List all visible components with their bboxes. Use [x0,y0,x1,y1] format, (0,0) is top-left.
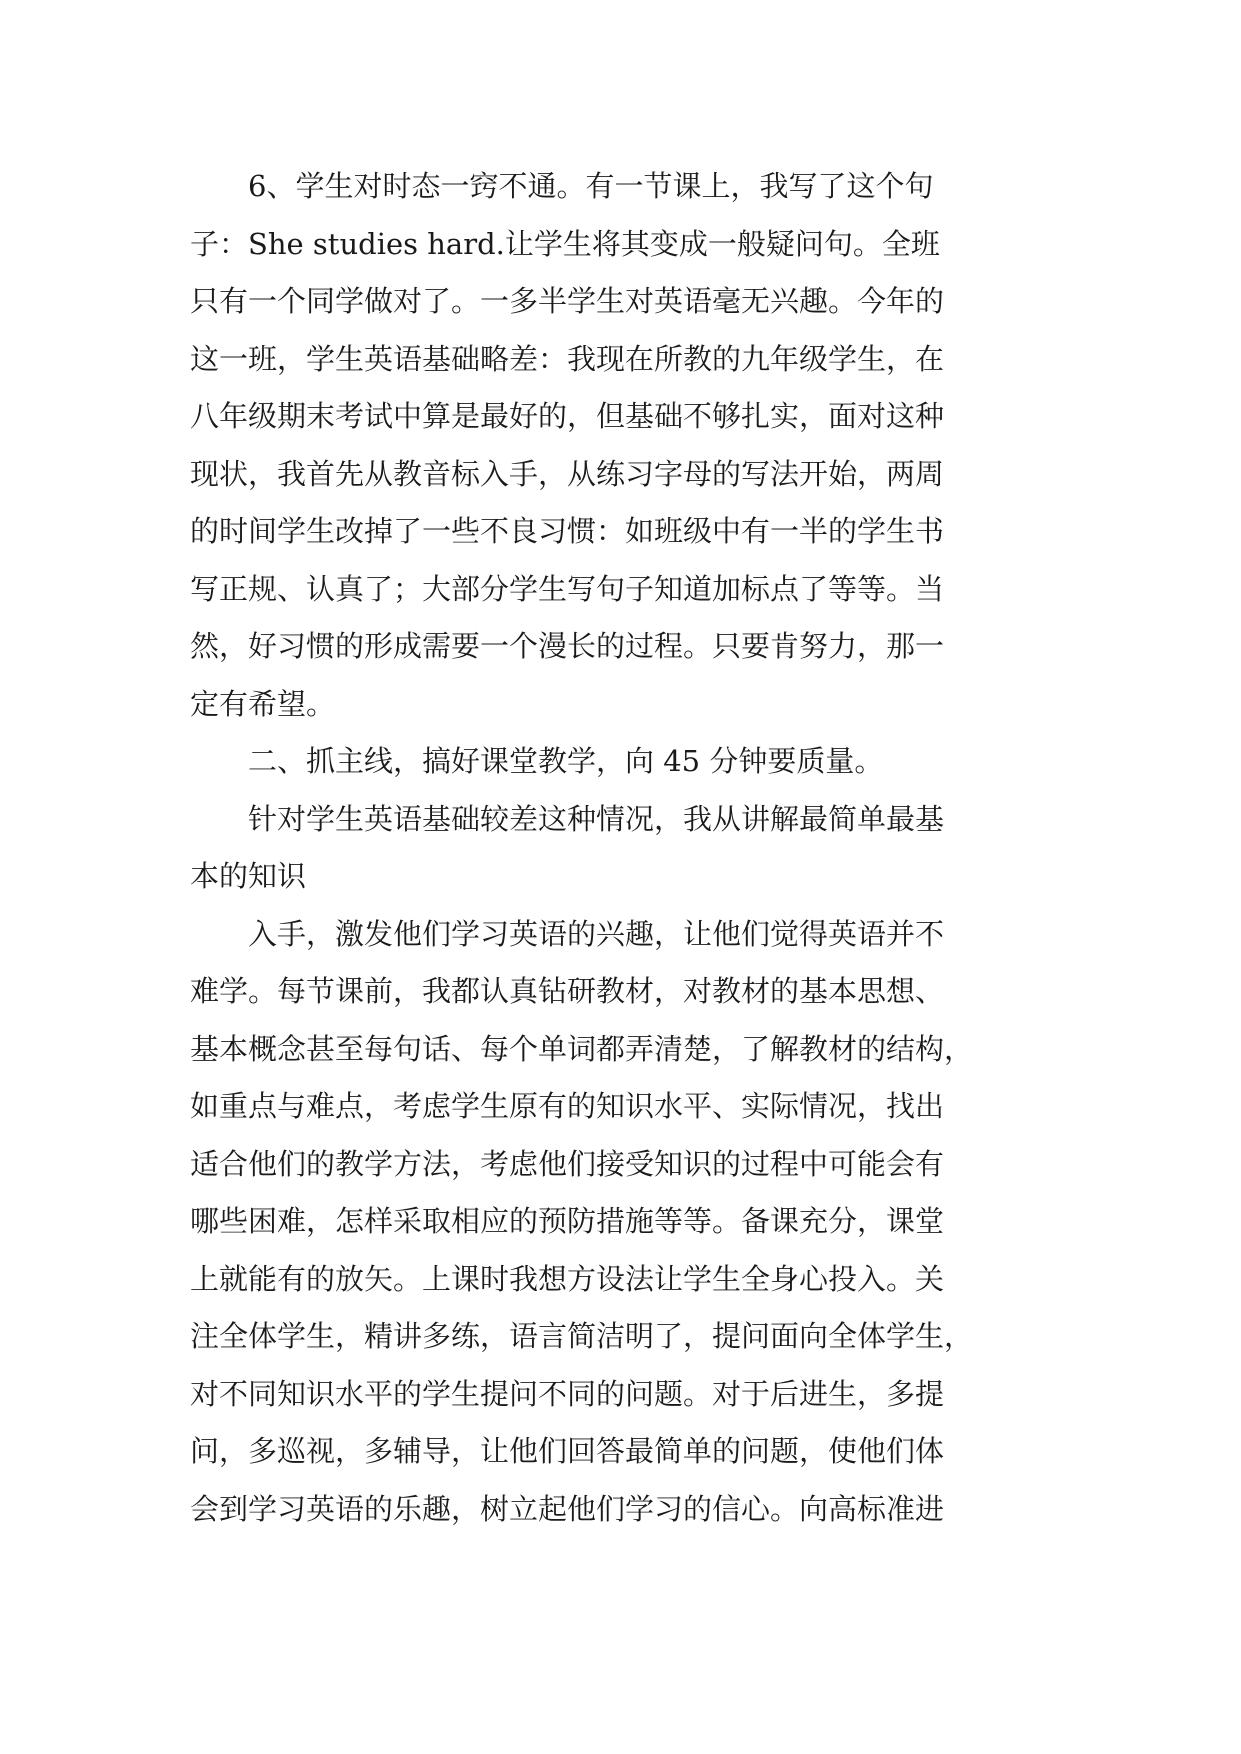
text-line: 针对学生英语基础较差这种情况，我从讲解最简单最基 [248,801,945,836]
text-line: 的时间学生改掉了一些不良习惯：如班级中有一半的学生书 [190,514,945,548]
text-line: 只有一个同学做对了。一多半学生对英语毫无兴趣。今年的 [190,284,945,318]
text-line: 问，多巡视，多辅导，让他们回答最简单的问题，使他们体 [190,1434,945,1468]
text-line: 子：She studies hard.让学生将其变成一般疑问句。全班 [190,226,940,261]
text-line: 然，好习惯的形成需要一个漫长的过程。只要肯努力，那一 [190,629,945,663]
text-line: 上就能有的放矢。上课时我想方设法让学生全身心投入。关 [190,1261,945,1296]
text-line: 对不同知识水平的学生提问不同的问题。对于后进生，多提 [190,1376,945,1411]
text-line: 如重点与难点，考虑学生原有的知识水平、实际情况，找出 [190,1089,945,1123]
text-line: 现状，我首先从教音标入手，从练习字母的写法开始，两周 [190,456,945,491]
text-line: 会到学习英语的乐趣，树立起他们学习的信心。向高标准进 [190,1491,945,1526]
text-line: 入手，激发他们学习英语的兴趣，让他们觉得英语并不 [248,916,945,951]
text-line: 八年级期末考试中算是最好的，但基础不够扎实，面对这种 [190,399,945,433]
text-line: 本的知识 [190,859,307,893]
text-line: 难学。每节课前，我都认真钻研教材，对教材的基本思想、 [190,974,945,1008]
text-line: 基本概念甚至每句话、每个单词都弄清楚，了解教材的结构， [190,1031,974,1066]
text-line: 定有希望。 [190,686,336,721]
text-line: 写正规、认真了；大部分学生写句子知道加标点了等等。当 [190,571,945,606]
text-line: 适合他们的教学方法，考虑他们接受知识的过程中可能会有 [190,1146,945,1181]
text-line: 6、学生对时态一窍不通。有一节课上，我写了这个句 [248,169,934,203]
text-line: 哪些困难，怎样采取相应的预防措施等等。备课充分，课堂 [190,1204,945,1238]
text-line: 二、抓主线，搞好课堂教学，向 45 分钟要质量。 [248,744,884,778]
document-body [190,158,1050,1538]
text-line: 注全体学生，精讲多练，语言简洁明了，提问面向全体学生， [190,1319,974,1353]
text-line: 这一班，学生英语基础略差：我现在所教的九年级学生，在 [190,341,945,376]
